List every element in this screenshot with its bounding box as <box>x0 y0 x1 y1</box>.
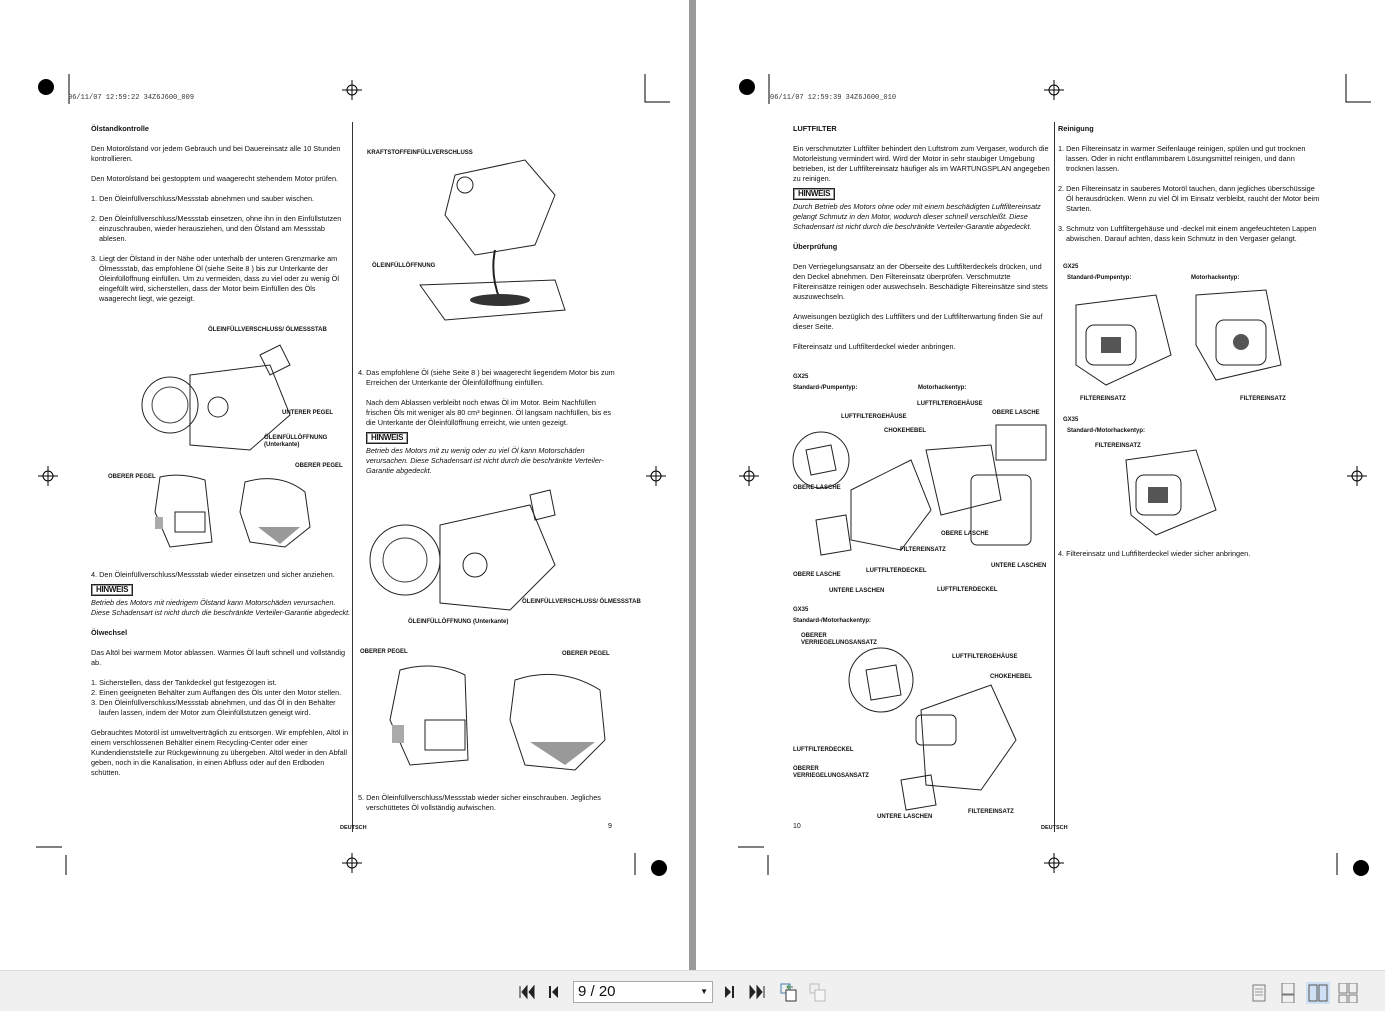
page-number: 10 <box>793 823 801 830</box>
continuous-view-button[interactable] <box>1278 982 1298 1004</box>
registration-crosshair <box>38 466 58 486</box>
figure-label: LUFTFILTERDECKEL <box>793 747 854 753</box>
notice-text: Betrieb des Motors mit zu wenig oder zu viel Öl kann Motorschäden verursachen. Diese Schadensart ist nicht durch die beschränkte Verteiler-Garantie abgedeckt. <box>366 446 604 475</box>
figure-label: ÖLEINFÜLLÖFFNUNG (Unterkante) <box>264 435 328 448</box>
type-label: Motorhackentyp: <box>1191 275 1240 281</box>
oil-level-illustration <box>150 472 320 552</box>
figure-label: OBERE LASCHE <box>941 531 989 537</box>
previous-page-icon <box>548 984 560 1000</box>
registration-crosshair <box>646 466 666 486</box>
go-forward-view-button[interactable] <box>807 982 829 1002</box>
paragraph: Den Motorölstand bei gestopptem und waagerecht stehendem Motor prüfen. <box>91 174 339 183</box>
next-page-button[interactable] <box>720 982 738 1002</box>
figure-label: OBERER VERRIEGELUNGSANSATZ <box>801 633 877 646</box>
previous-page-button[interactable] <box>545 982 563 1002</box>
paragraph: Filtereinsatz und Luftfilterdeckel wieder anbringen. <box>793 342 956 351</box>
filter-element-illustration <box>1066 285 1346 395</box>
list-item: 1. Den Filtereinsatz in warmer Seifenlauge reinigen, spülen und gut trocknen lassen. Oder in nicht entflammbarem Lösungsmittel reinigen, und dann trocknen lassen. <box>1058 144 1306 173</box>
two-page-view-button[interactable] <box>1306 982 1330 1004</box>
list-item: 4. Den Öleinfüllverschluss/Messstab wieder einsetzen und sicher anziehen. <box>91 570 335 579</box>
figure-label: LUFTFILTERDECKEL <box>937 587 998 593</box>
two-page-continuous-view-button[interactable] <box>1338 982 1358 1004</box>
figure-label: ÖLEINFÜLLÖFFNUNG <box>372 263 436 269</box>
page-indicator: 9 / 20 <box>578 983 616 1000</box>
type-label: Standard-/Motorhackentyp: <box>793 618 872 624</box>
list-item: 5. Den Öleinfüllverschluss/Messstab wieder sicher einschrauben. Jegliches verschüttetes Öl vollständig aufwischen. <box>358 793 601 812</box>
first-page-button[interactable] <box>516 982 538 1002</box>
paragraph: Nach dem Ablassen verbleibt noch etwas Öl im Motor. Beim Nachfüllen frischen Öls mit weniger als 80 cm³ beginnen. Öl langsam nachfüllen, bis es die Unterkante der Öleinfüllöffnung erreicht, wie unten gezeigt. <box>366 398 611 427</box>
figure-label: OBERE LASCHE <box>992 410 1040 416</box>
oil-drain-illustration <box>415 155 575 325</box>
figure-label: LUFTFILTERGEHÄUSE <box>952 654 1018 660</box>
crop-mark <box>640 74 670 104</box>
figure-label: ÖLEINFÜLLÖFFNUNG (Unterkante) <box>408 619 509 625</box>
figure-label: CHOKEHEBEL <box>990 674 1033 680</box>
figure-label: UNTERE LASCHEN <box>829 588 885 594</box>
air-filter-gx35-illustration <box>841 640 1031 815</box>
oil-level-illustration-2 <box>380 660 620 775</box>
model-label: GX25 <box>1063 264 1079 270</box>
paragraph: Gebrauchtes Motoröl ist umweltverträglich zu entsorgen. Wir empfehlen, Altöl in einem verschlossenen Behälter einem Recycling-Center oder einer Kundendienststelle zur Rückgewinnung zu übergeben. Altöl weder in den Abfall geben, noch in die Kanalisation, in einen Abfluss oder auf den Erdboden schütten. <box>91 728 349 777</box>
paragraph: Das Altöl bei warmem Motor ablassen. Warmes Öl lauft schnell und vollständig ab. <box>91 648 346 667</box>
type-label: Standard-/Pumpentyp: <box>1067 275 1132 281</box>
list-item: 3. Liegt der Ölstand in der Nähe oder unterhalb der unteren Grenzmarke am Ölmessstab, das empfohlene Öl (siehe Seite 8 ) bis zur Unterkante der Öleinfüllöffnung einfüllen. Um zu vermeiden, dass zu viel oder zu wenig Öl eingefüllt wird, sicherstellen, dass der Motor beim Einfüllen des Öls waagerecht liegt, wie gezeigt. <box>91 254 339 303</box>
list-item: 1. Sicherstellen, dass der Tankdeckel gut festgezogen ist. <box>91 678 277 687</box>
figure-label: LUFTFILTERDECKEL <box>866 568 927 574</box>
figure-label: OBERE LASCHE <box>793 485 841 491</box>
type-label: Standard-/Motorhackentyp: <box>1067 428 1146 434</box>
list-item: 2. Einen geeigneten Behälter zum Auffangen des Öls unter den Motor stellen. <box>91 688 342 697</box>
pdf-page-10 <box>696 0 1385 970</box>
paragraph: Ein verschmutzter Luftfilter behindert den Luftstrom zum Vergaser, wodurch die Motorleistung vermindert wird. Wird der Motor in sehr staubiger Umgebung betrieben, ist der Luftfiltereinsatz häufiger als im WARTUNGSPLAN angegeben zu reinigen. <box>793 144 1050 183</box>
registration-crosshair <box>1044 80 1064 100</box>
registration-crosshair <box>1347 466 1367 486</box>
figure-label: OBERER VERRIEGELUNGSANSATZ <box>793 766 869 779</box>
notice-text: Durch Betrieb des Motors ohne oder mit einem beschädigten Luftfiltereinsatz gelangt Schmutz in den Motor, wodurch dieser schnell verschleißt. Diese Schadensart ist nicht durch die beschränkte Verteiler-Garantie abgedeckt. <box>793 202 1041 231</box>
right-column-text <box>1058 124 1320 254</box>
registration-crosshair <box>342 80 362 100</box>
notice-text: Betrieb des Motors mit niedrigem Ölstand kann Motorschäden verursachen. Diese Schadensart ist nicht durch die beschränkte Verteiler-Garantie abgedeckt. <box>91 598 351 617</box>
figure-label: OBERER PEGEL <box>562 651 610 657</box>
right-column-text <box>358 368 620 486</box>
footer-language: DEUTSCH <box>340 825 367 831</box>
crop-mark <box>1332 845 1352 875</box>
figure-label: ÖLEINFÜLLVERSCHLUSS/ ÖLMESSSTAB <box>208 327 327 333</box>
registration-dot <box>651 860 667 876</box>
figure-label: OBERE LASCHE <box>793 572 841 578</box>
figure-label: FILTEREINSATZ <box>1080 396 1126 402</box>
type-label: Standard-/Pumpentyp: <box>793 385 858 391</box>
single-page-view-button[interactable] <box>1249 982 1269 1004</box>
registration-dot <box>739 79 755 95</box>
registration-dot <box>1353 860 1369 876</box>
notice-badge: HINWEIS <box>91 584 133 596</box>
paragraph: Anweisungen bezüglich des Luftfilters und der Luftfilterwartung finden Sie auf dieser Seite. <box>793 312 1043 331</box>
go-back-view-button[interactable] <box>778 982 800 1002</box>
next-page-icon <box>723 984 735 1000</box>
list-item: 3. Schmutz von Luftfiltergehäuse und -deckel mit einem angefeuchteten Lappen abwischen. Darauf achten, dass kein Schmutz in den Vergaser gelangt. <box>1058 224 1317 243</box>
left-column-top <box>91 124 349 314</box>
crop-mark <box>630 845 650 875</box>
list-item: 1. Den Öleinfüllverschluss/Messstab abnehmen und sauber wischen. <box>91 194 315 203</box>
list-item: 4. Filtereinsatz und Luftfilterdeckel wieder sicher anbringen. <box>1058 549 1251 558</box>
forward-view-icon <box>808 982 828 1002</box>
two-page-continuous-icon <box>1338 983 1358 1003</box>
figure-label: OBERER PEGEL <box>295 463 343 469</box>
list-item: 2. Den Filtereinsatz in sauberes Motoröl tauchen, dann jegliches überschüssige Öl herausdrücken. Wenn zu viel Öl im Einsatz verbleibt, raucht der Motor beim Starten. <box>1058 184 1320 213</box>
left-column-bottom <box>91 570 353 788</box>
two-page-icon <box>1308 984 1328 1002</box>
model-label: GX35 <box>1063 417 1079 423</box>
crop-mark <box>1341 74 1371 104</box>
first-page-icon <box>518 984 536 1000</box>
last-page-icon <box>748 984 766 1000</box>
section-title: Reinigung <box>1058 124 1094 133</box>
list-item: 3. Den Öleinfüllverschluss/Messstab abnehmen, und das Öl in den Behälter laufen lassen, indem der Motor zum Öleinfüllstutzen geneigt wird. <box>91 698 336 717</box>
paragraph: Den Motorölstand vor jedem Gebrauch und bei Dauereinsatz alle 10 Stunden kontrollieren. <box>91 144 341 163</box>
section-title: LUFTFILTER <box>793 124 837 133</box>
figure-label: FILTEREINSATZ <box>900 547 946 553</box>
figure-label: UNTERE LASCHEN <box>991 563 1047 569</box>
section-title: Ölstandkontrolle <box>91 124 149 133</box>
back-view-icon <box>779 982 799 1002</box>
registration-crosshair <box>342 853 362 873</box>
crop-mark <box>738 845 774 875</box>
column-divider <box>1054 122 1055 832</box>
pdf-page-9 <box>0 0 689 970</box>
figure-label: FILTEREINSATZ <box>1240 396 1286 402</box>
list-item <box>358 793 620 823</box>
print-stamp: 06/11/07 12:59:22 34Z6J600_009 <box>68 94 195 102</box>
model-label: GX25 <box>793 374 809 380</box>
figure-label: OBERER PEGEL <box>108 474 156 480</box>
page-selector[interactable] <box>573 981 713 1003</box>
section-title: Überprüfung <box>793 242 838 251</box>
crop-mark <box>36 845 72 875</box>
notice-badge: HINWEIS <box>793 188 835 200</box>
figure-label: LUFTFILTERGEHÄUSE <box>841 414 907 420</box>
single-page-icon <box>1252 984 1266 1002</box>
notice-badge: HINWEIS <box>366 432 408 444</box>
registration-crosshair <box>739 466 759 486</box>
print-stamp: 06/11/07 12:59:39 34Z6J600_010 <box>770 94 897 102</box>
dropdown-arrow-icon: ▼ <box>700 987 708 996</box>
list-item: 2. Den Öleinfüllverschluss/Messstab einsetzen, ohne ihn in den Einfüllstutzen einzuschrauben, wieder herausziehen, und den Ölstand am Messstab ablesen. <box>91 214 342 243</box>
figure-label: KRAFTSTOFFEINFÜLLVERSCHLUSS <box>367 150 473 156</box>
registration-crosshair <box>1044 853 1064 873</box>
registration-dot <box>38 79 54 95</box>
footer-language: DEUTSCH <box>1041 825 1068 831</box>
figure-label: FILTEREINSATZ <box>1095 443 1141 449</box>
figure-label: FILTEREINSATZ <box>968 809 1014 815</box>
continuous-page-icon <box>1281 983 1295 1003</box>
figure-label: UNTERER PEGEL <box>282 410 334 416</box>
figure-label: UNTERE LASCHEN <box>877 814 933 820</box>
figure-label: LUFTFILTERGEHÄUSE <box>917 401 983 407</box>
filter-element-gx35-illustration <box>1116 440 1226 540</box>
list-item <box>1058 549 1320 569</box>
paragraph: Den Verriegelungsansatz an der Oberseite des Luftfilterdeckels drücken, und den Deckel abnehmen. Den Filtereinsatz überprüfen. Verschmutzte Filtereinsätze reinigen oder auswechseln. Beschädigte Filtereinsätze sind stets auszuwechseln. <box>793 262 1048 301</box>
figure-label: CHOKEHEBEL <box>884 428 927 434</box>
section-title: Ölwechsel <box>91 628 128 637</box>
viewer-toolbar <box>0 970 1385 1011</box>
page-number: 9 <box>608 823 612 830</box>
left-column-text <box>793 124 1051 362</box>
last-page-button[interactable] <box>746 982 768 1002</box>
list-item: 4. Das empfohlene Öl (siehe Seite 8 ) bei waagerecht liegendem Motor bis zum Erreichen der Unterkante der Öleinfüllöffnung einfüllen. <box>358 368 615 387</box>
model-label: GX35 <box>793 607 809 613</box>
figure-label: ÖLEINFÜLLVERSCHLUSS/ ÖLMESSSTAB <box>522 599 641 605</box>
figure-label: OBERER PEGEL <box>360 649 408 655</box>
type-label: Motorhackentyp: <box>918 385 967 391</box>
